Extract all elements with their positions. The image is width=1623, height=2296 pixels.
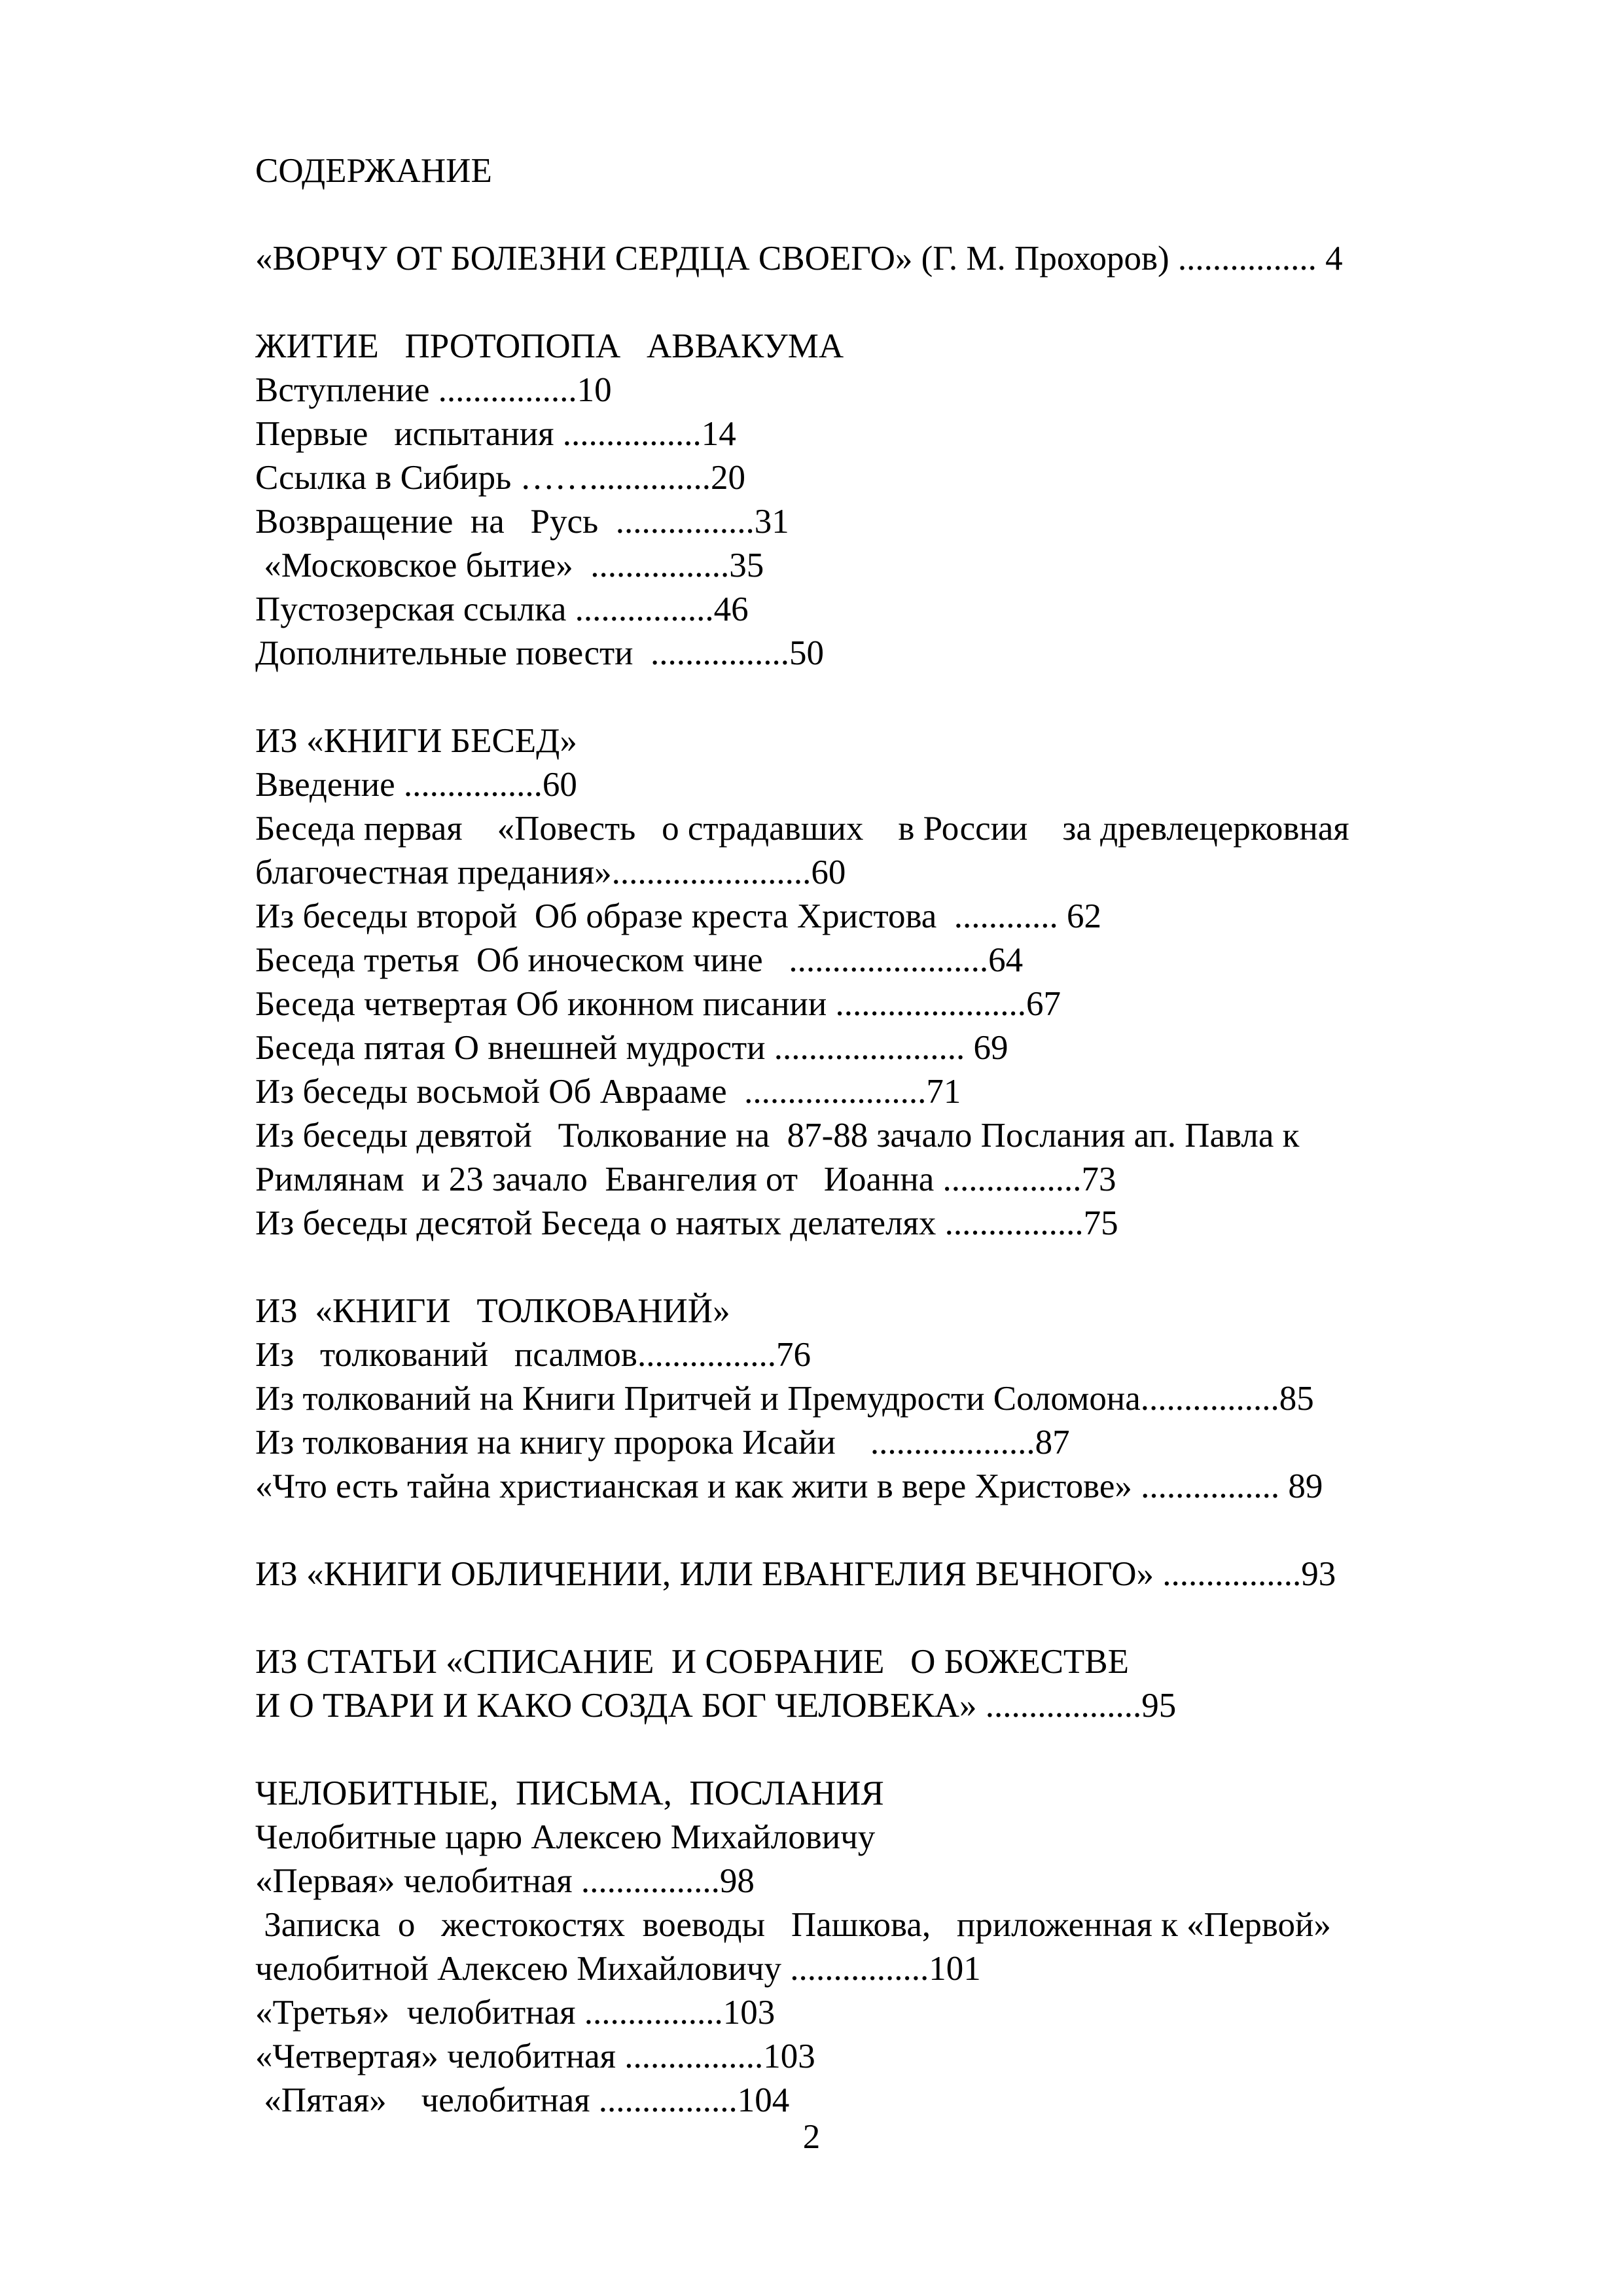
toc-intro-entry: «ВОРЧУ ОТ БОЛЕЗНИ СЕРДЦА СВОЕГО» (Г. М. Прохоров) ................ 4 <box>255 240 1343 278</box>
toc-entry: «Четвертая» челобитная ................103 <box>255 2037 815 2075</box>
toc-entry: Из толкований псалмов................76 <box>255 1336 811 1374</box>
section-heading-knigi-oblicheniy: ИЗ «КНИГИ ОБЛИЧЕНИИ, ИЛИ ЕВАНГЕЛИЯ ВЕЧНОГО» ................93 <box>255 1555 1336 1593</box>
toc-entry: Записка о жестокостях воеводы Пашкова, приложенная к «Первой» <box>255 1906 1331 1944</box>
toc-entry: Челобитные царю Алексею Михайловичу <box>255 1818 876 1856</box>
section-heading-chelobitnye: ЧЕЛОБИТНЫЕ, ПИСЬМА, ПОСЛАНИЯ <box>255 1774 884 1812</box>
table-of-contents <box>255 149 1499 2123</box>
toc-entry: Первые испытания ................14 <box>255 415 736 453</box>
toc-entry: Дополнительные повести ................50 <box>255 634 825 672</box>
toc-entry: Из беседы восьмой Об Аврааме .....................71 <box>255 1073 961 1111</box>
toc-entry: Возвращение на Русь ................31 <box>255 503 789 541</box>
toc-entry: Ссылка в Сибирь ……..............20 <box>255 459 746 497</box>
toc-entry: Введение ................60 <box>255 766 577 804</box>
section-heading-knigi-tolkovaniy: ИЗ «КНИГИ ТОЛКОВАНИЙ» <box>255 1292 730 1330</box>
toc-entry: Из беседы второй Об образе креста Христова ............ 62 <box>255 897 1102 935</box>
toc-entry: Из беседы десятой Беседа о наятых делателях ................75 <box>255 1204 1118 1242</box>
toc-entry: челобитной Алексею Михайловичу ................101 <box>255 1950 981 1988</box>
toc-entry: «Пятая» челобитная ................104 <box>255 2081 790 2119</box>
toc-entry: Беседа первая «Повесть о страдавших в России за древлецерковная <box>255 810 1349 848</box>
page-number: 2 <box>802 2118 821 2156</box>
toc-entry: Вступление ................10 <box>255 371 612 409</box>
toc-entry: благочестная предания».......................60 <box>255 853 846 891</box>
toc-entry: Пустозерская ссылка ................46 <box>255 590 749 628</box>
section-heading-knigi-besed: ИЗ «КНИГИ БЕСЕД» <box>255 722 577 760</box>
toc-entry: Из толкований на Книги Притчей и Премудрости Соломона................85 <box>255 1380 1314 1418</box>
page-title: СОДЕРЖАНИЕ <box>255 152 492 190</box>
toc-entry: Римлянам и 23 зачало Евангелия от Иоанна ................73 <box>255 1160 1116 1198</box>
toc-entry: «Первая» челобитная ................98 <box>255 1862 755 1900</box>
toc-entry: Из толкования на книгу пророка Исайи ...................87 <box>255 1424 1070 1462</box>
toc-entry: «Московское бытие» ................35 <box>255 547 764 584</box>
toc-entry: «Третья» челобитная ................103 <box>255 1994 776 2032</box>
toc-entry: Беседа третья Об иноческом чине .......................64 <box>255 941 1024 979</box>
toc-entry: Беседа пятая О внешней мудрости ...................... 69 <box>255 1029 1008 1067</box>
section-heading-zhitie: ЖИТИЕ ПРОТОПОПА АВВАКУМА <box>255 327 844 365</box>
toc-entry: «Что есть тайна христианская и как жити в вере Христове» ................ 89 <box>255 1467 1323 1505</box>
toc-entry: Беседа четвертая Об иконном писании ......................67 <box>255 985 1061 1023</box>
section-heading-stati-line1: ИЗ СТАТЬИ «СПИСАНИЕ И СОБРАНИЕ О БОЖЕСТВЕ <box>255 1643 1130 1681</box>
toc-entry: Из беседы девятой Толкование на 87-88 зачало Послания ап. Павла к <box>255 1117 1300 1155</box>
section-heading-stati-line2: И О ТВАРИ И КАКО СОЗДА БОГ ЧЕЛОВЕКА» ..................95 <box>255 1687 1177 1725</box>
